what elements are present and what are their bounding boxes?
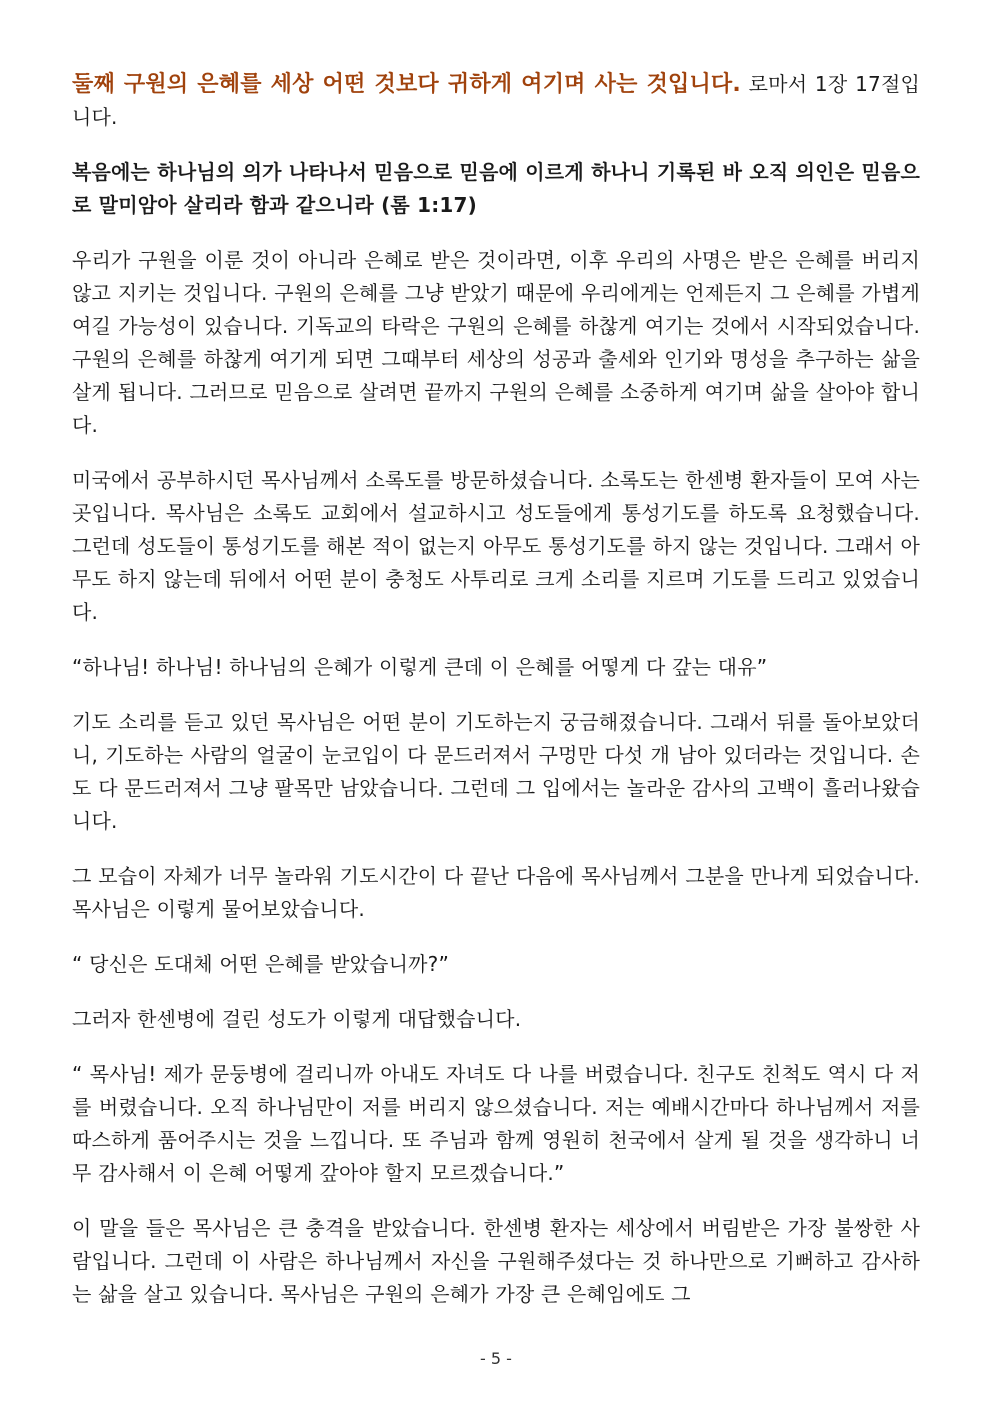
quote-paragraph: “하나님! 하나님! 하나님의 은혜가 이렇게 큰데 이 은혜를 어떻게 다 갚는 대유”	[72, 655, 768, 679]
bible-verse: 복음에는 하나님의 의가 나타나서 믿음으로 믿음에 이르게 하나니 기록된 바 오직 의인은 믿음으로 말미암아 살리라 함과 같으니라 (롬 1:17)	[72, 160, 920, 217]
body-paragraph: 그 모습이 자체가 너무 놀라워 기도시간이 다 끝난 다음에 목사님께서 그분을 만나게 되었습니다. 목사님은 이렇게 물어보았습니다.	[72, 864, 920, 921]
body-paragraph: 이 말을 들은 목사님은 큰 충격을 받았습니다. 한센병 환자는 세상에서 버림받은 가장 불쌍한 사람입니다. 그런데 이 사람은 하나님께서 자신을 구원해주셨다는 것 하나만으로 기뻐하고 감사하는 삶을 살고 있습니다. 목사님은 구원의 은혜가 가장 큰 은혜임에도 그	[72, 1216, 920, 1306]
quote-paragraph: “ 당신은 도대체 어떤 은혜를 받았습니까?”	[72, 952, 450, 976]
page-number: - 5 -	[480, 1349, 512, 1368]
quote-paragraph: “ 목사님! 제가 문둥병에 걸리니까 아내도 자녀도 다 나를 버렸습니다. 친구도 친척도 역시 다 저를 버렸습니다. 오직 하나님만이 저를 버리지 않으셨습니다. 저는 예배시간마다 하나님께서 저를 따스하게 품어주시는 것을 느낍니다. 또 주님과 함께 영원히 천국에서 살게 될 것을 생각하니 너무 감사해서 이 은혜 어떻게 갚아야 할지 모르겠습니다.”	[72, 1062, 920, 1185]
intro-paragraph	[72, 68, 920, 134]
scripture-reference: 로마서 1장 17절입니다.	[72, 72, 920, 129]
body-paragraph: 기도 소리를 듣고 있던 목사님은 어떤 분이 기도하는지 궁금해졌습니다. 그래서 뒤를 돌아보았더니, 기도하는 사람의 얼굴이 눈코입이 다 문드러져서 구멍만 다섯 개 남아 있더라는 것입니다. 손도 다 문드러져서 그냥 팔목만 남았습니다. 그런데 그 입에서는 놀라운 감사의 고백이 흘러나왔습니다.	[72, 710, 920, 833]
body-paragraph: 우리가 구원을 이룬 것이 아니라 은혜로 받은 것이라면, 이후 우리의 사명은 받은 은혜를 버리지 않고 지키는 것입니다. 구원의 은혜를 그냥 받았기 때문에 우리에게는 언제든지 그 은혜를 가볍게 여길 가능성이 있습니다. 기독교의 타락은 구원의 은혜를 하찮게 여기는 것에서 시작되었습니다. 구원의 은혜를 하찮게 여기게 되면 그때부터 세상의 성공과 출세와 인기와 명성을 추구하는 삶을 살게 됩니다. 그러므로 믿음으로 살려면 끝까지 구원의 은혜를 소중하게 여기며 삶을 살아야 합니다.	[72, 248, 920, 437]
document-page	[72, 68, 920, 1333]
body-paragraph: 미국에서 공부하시던 목사님께서 소록도를 방문하셨습니다. 소록도는 한센병 환자들이 모여 사는 곳입니다. 목사님은 소록도 교회에서 설교하시고 성도들에게 통성기도를 하도록 요청했습니다. 그런데 성도들이 통성기도를 해본 적이 없는지 아무도 통성기도를 하지 않는 것입니다. 그래서 아무도 하지 않는데 뒤에서 어떤 분이 충청도 사투리로 크게 소리를 지르며 기도를 드리고 있었습니다.	[72, 468, 920, 624]
body-paragraph: 그러자 한센병에 걸린 성도가 이렇게 대답했습니다.	[72, 1007, 522, 1031]
section-heading: 둘째 구원의 은혜를 세상 어떤 것보다 귀하게 여기며 사는 것입니다.	[72, 72, 741, 97]
